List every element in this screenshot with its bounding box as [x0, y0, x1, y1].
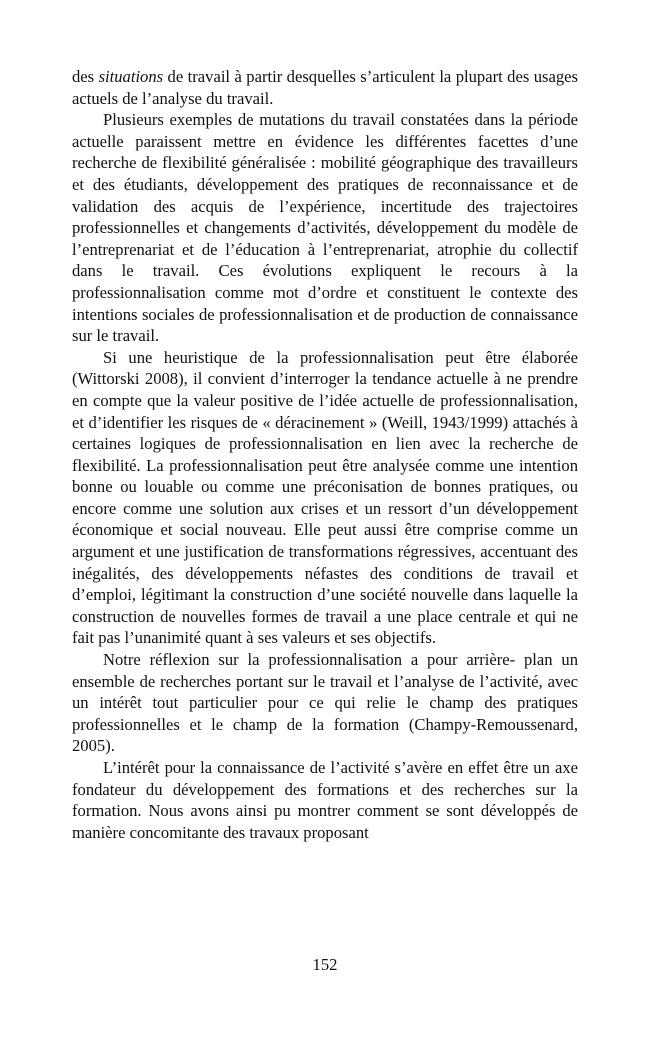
paragraph: Plusieurs exemples de mutations du travail constatées dans la période actuelle paraissent mettre en évidence les différentes facettes d’une recherche de flexibilité généralisée : mobilité géographique des travailleurs et des étudiants, développement des pratiques de reconnaissance et de validation des acquis de l’expérience, incertitude des trajectoires professionnelles et changements d’activités, développement du modèle de l’entreprenariat et de l’éducation à l’entreprenariat, atrophie du collectif dans le travail. Ces évolutions expliquent le recours à la professionnalisation comme mot d’ordre et constituent le contexte des intentions sociales de professionnalisation et de production de connaissance sur le travail. [72, 110, 578, 346]
paragraph-text-end: de travail à partir desquelles s’articulent la plupart des usages actuels de l’analyse du travail. [72, 67, 578, 108]
page-number: 152 [312, 955, 338, 974]
paragraph: Si une heuristique de la professionnalisation peut être élaborée (Wittorski 2008), il convient d’interroger la tendance actuelle à ne prendre en compte que la valeur positive de l’idée actuelle de professionnalisation, et d’identifier les risques de « déracinement » (Weill, 1943/1999) attachés à certaines logiques de professionnalisation en lien avec la recherche de flexibilité. La professionnalisation peut être analysée comme une intention bonne ou louable ou comme une préconisation de bonnes pratiques, ou encore comme une solution aux crises et un ressort d’un développement économique et social nouveau. Elle peut aussi être comprise comme un argument et une justification de transformations régressives, accentuant des inégalités, des développements néfastes des conditions de travail et d’emploi, légitimant la construction d’une société nouvelle dans laquelle la construction de nouvelles formes de travail a une place centrale et qui ne fait pas l’unanimité quant à ses valeurs et ses objectifs. [72, 347, 578, 648]
paragraph-text-start: des [72, 67, 99, 86]
italic-term: situations [98, 67, 164, 86]
paragraph: Notre réflexion sur la professionnalisation a pour arrière- plan un ensemble de recherches portant sur le travail et l’analyse de l’activité, avec un intérêt tout particulier pour ce qui relie le champ des pratiques professionnelles et le champ de la formation (Champy-Remoussenard, 2005). [72, 650, 578, 756]
page-body [72, 66, 578, 843]
paragraph: L’intérêt pour la connaissance de l’activité s’avère en effet être un axe fondateur du développement des formations et des recherches sur la formation. Nous avons ainsi pu montrer comment se sont développés de manière concomitante des travaux proposant [72, 758, 578, 842]
paragraph-continuation [72, 66, 578, 109]
